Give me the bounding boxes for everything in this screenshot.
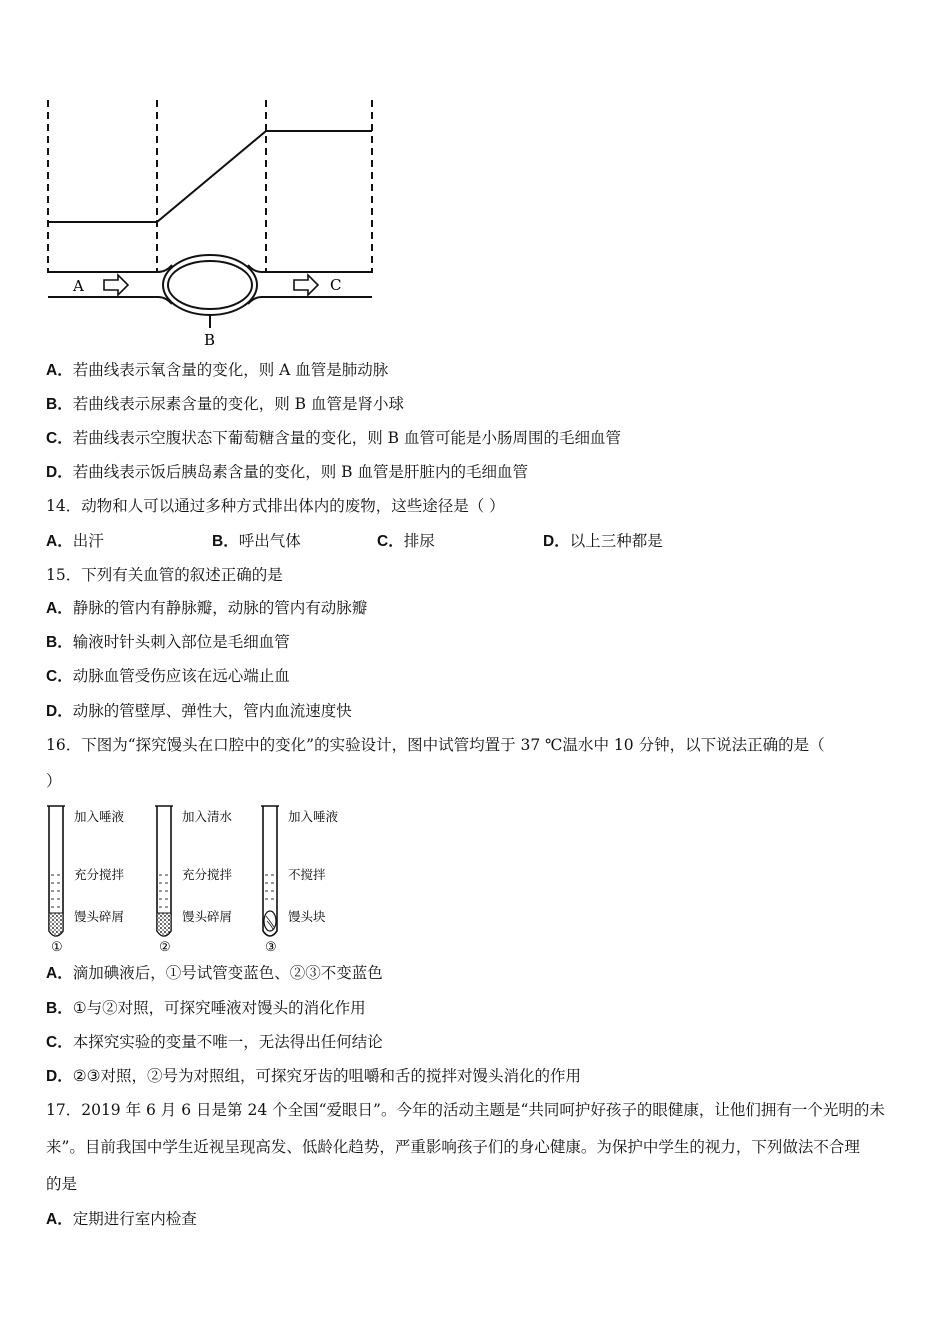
tube-2-top-label: 加入清水 — [182, 809, 233, 824]
q13-option-c[interactable] — [46, 427, 621, 450]
option-text: ②③对照，②号为对照组，可探究牙齿的咀嚼和舌的搅拌对馒头消化的作用 — [72, 1067, 581, 1085]
q17-option-a[interactable] — [46, 1208, 197, 1231]
option-letter: D． — [543, 533, 570, 550]
q14-stem: 14．动物和人可以通过多种方式排出体内的废物，这些途径是（ ） — [46, 497, 505, 515]
label-b: B — [204, 331, 216, 349]
q16-stem-line1: 16．下图为“探究馒头在口腔中的变化”的实验设计，图中试管均置于 37 ℃温水中 10 分钟，以下说法正确的是（ — [46, 736, 825, 754]
option-letter: C． — [46, 430, 73, 447]
q16-option-d[interactable] — [46, 1065, 581, 1088]
option-text: 若曲线表示空腹状态下葡萄糖含量的变化，则 B 血管可能是小肠周围的毛细血管 — [72, 429, 621, 447]
test-tubes-diagram — [40, 803, 360, 955]
option-letter: B． — [212, 533, 239, 550]
q13-option-d[interactable] — [46, 461, 528, 484]
label-a: A — [73, 277, 84, 295]
option-text: 静脉的管内有静脉瓣，动脉的管内有动脉瓣 — [72, 599, 368, 617]
option-letter: D． — [46, 703, 73, 720]
q15-option-a[interactable] — [46, 597, 367, 620]
option-text: 若曲线表示饭后胰岛素含量的变化，则 B 血管是肝脏内的毛细血管 — [72, 463, 528, 481]
vessel-a-top — [48, 265, 172, 272]
option-letter: A． — [46, 1211, 73, 1228]
label-c: C — [330, 276, 342, 294]
option-letter: C． — [46, 1034, 73, 1051]
option-letter: B． — [46, 634, 73, 651]
q15-option-b[interactable] — [46, 631, 290, 654]
tube-1-mid-label: 充分搅拌 — [74, 867, 125, 882]
option-text: 定期进行室内检查 — [72, 1210, 197, 1228]
option-letter: A． — [46, 965, 73, 982]
tube-3-number: ③ — [265, 940, 277, 955]
tube-1-bottom-label: 馒头碎屑 — [74, 909, 125, 924]
option-text: 若曲线表示尿素含量的变化，则 B 血管是肾小球 — [72, 395, 404, 413]
q14-option-c[interactable] — [377, 530, 435, 553]
test-tube-1 — [47, 806, 125, 955]
tube-3-bottom-label: 馒头块 — [288, 909, 326, 924]
content-curve — [48, 131, 372, 222]
option-text: 滴加碘液后，①号试管变蓝色、②③不变蓝色 — [72, 964, 383, 982]
option-text: 排尿 — [403, 532, 435, 550]
tube-3-mid-label: 不搅拌 — [288, 867, 326, 882]
option-letter: A． — [46, 600, 73, 617]
tube-2-number: ② — [159, 940, 171, 955]
option-text: 呼出气体 — [238, 532, 301, 550]
tube-1-number: ① — [51, 940, 63, 955]
option-letter: A． — [46, 362, 73, 379]
q15-option-c[interactable] — [46, 665, 290, 688]
option-text: 动脉血管受伤应该在远心端止血 — [72, 667, 290, 685]
option-text: 输液时针头刺入部位是毛细血管 — [72, 633, 290, 651]
option-text: 若曲线表示氧含量的变化，则 A 血管是肺动脉 — [72, 361, 389, 379]
vessel-b-inner — [168, 261, 252, 309]
vessel-c-bottom — [248, 297, 372, 304]
blood-vessel-curve-diagram — [40, 95, 380, 350]
tube-1-top-label: 加入唾液 — [74, 809, 125, 824]
q17-stem-line2: 来”。目前我国中学生近视呈现高发、低龄化趋势，严重影响孩子们的身心健康。为保护中学生的视力，下列做法不合理 — [46, 1138, 860, 1156]
option-letter: D． — [46, 464, 73, 481]
option-letter: D． — [46, 1068, 73, 1085]
q13-option-b[interactable] — [46, 393, 404, 416]
q16-stem-line2: ） — [46, 772, 62, 790]
q15-stem: 15．下列有关血管的叙述正确的是 — [46, 566, 283, 584]
tube-2-mid-label: 充分搅拌 — [182, 867, 233, 882]
vessel-b-outer — [163, 255, 257, 315]
option-text: 以上三种都是 — [569, 532, 663, 550]
option-letter: B． — [46, 396, 73, 413]
test-tube-2 — [155, 806, 233, 955]
option-text: 出汗 — [72, 532, 104, 550]
flow-arrow-left — [104, 275, 128, 295]
option-letter: C． — [46, 668, 73, 685]
option-text: ①与②对照，可探究唾液对馒头的消化作用 — [72, 999, 366, 1017]
q17-stem-line1: 17．2019 年 6 月 6 日是第 24 个全国“爱眼日”。今年的活动主题是“共同呵护好孩子的眼健康，让他们拥有一个光明的未 — [46, 1101, 885, 1119]
q16-option-b[interactable] — [46, 997, 366, 1020]
option-letter: C． — [377, 533, 404, 550]
option-letter: A． — [46, 533, 73, 550]
option-text: 动脉的管壁厚、弹性大，管内血流速度快 — [72, 702, 352, 720]
q13-option-a[interactable] — [46, 359, 388, 382]
option-text: 本探究实验的变量不唯一，无法得出任何结论 — [72, 1033, 383, 1051]
q16-option-a[interactable] — [46, 962, 383, 985]
q14-option-d[interactable] — [543, 530, 663, 553]
q14-option-b[interactable] — [212, 530, 301, 553]
option-letter: B． — [46, 1000, 73, 1017]
q16-option-c[interactable] — [46, 1031, 383, 1054]
q17-stem-line3: 的是 — [46, 1175, 78, 1193]
test-tube-3 — [261, 806, 339, 955]
tube-2-bottom-label: 馒头碎屑 — [182, 909, 233, 924]
flow-arrow-right — [294, 275, 318, 295]
tube-3-top-label: 加入唾液 — [288, 809, 339, 824]
q15-option-d[interactable] — [46, 700, 352, 723]
q14-option-a[interactable] — [46, 530, 104, 553]
vessel-a-bottom — [48, 297, 172, 304]
